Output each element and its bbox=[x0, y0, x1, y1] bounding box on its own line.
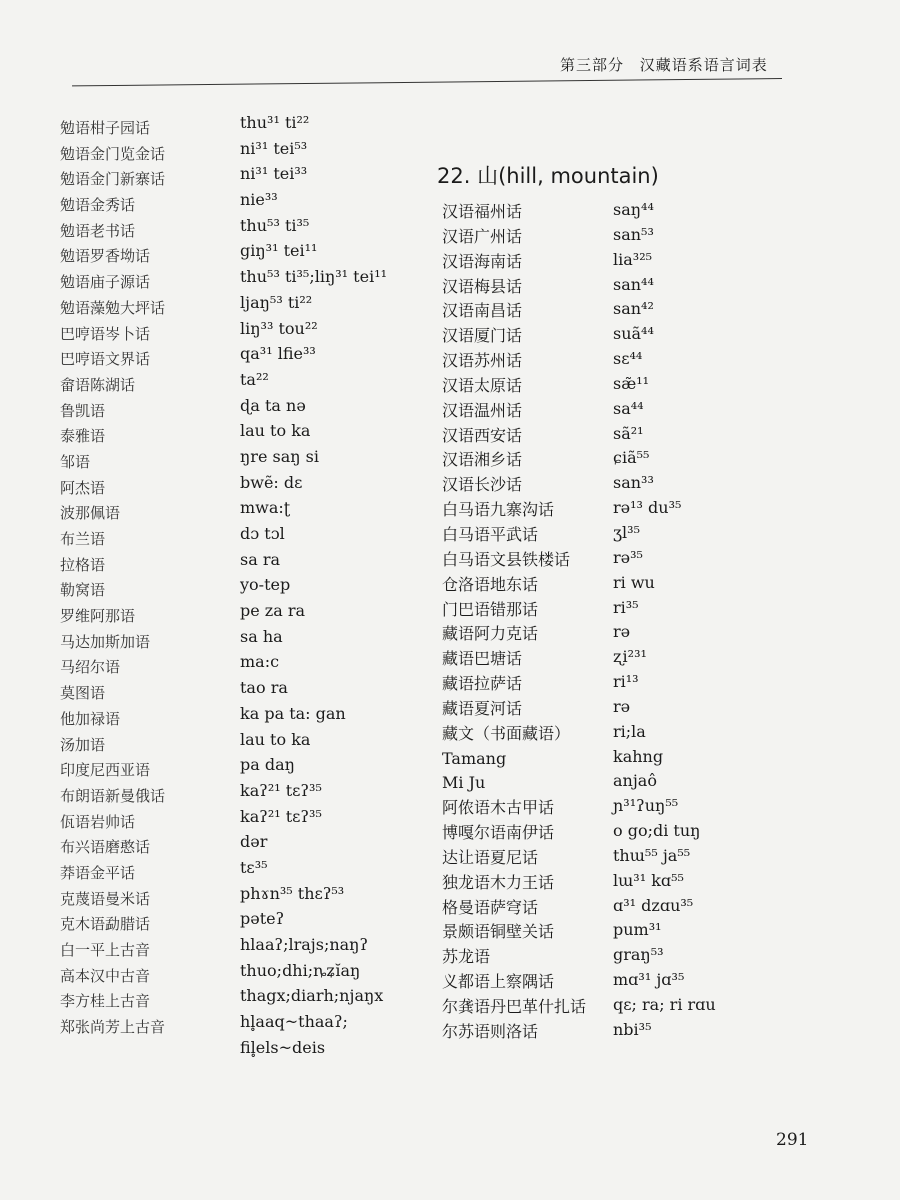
transcription: anjaô bbox=[613, 771, 657, 791]
language-name: 勉语藻勉大坪话 bbox=[60, 298, 166, 317]
language-name: 布兰语 bbox=[60, 530, 106, 548]
header-rule bbox=[72, 78, 782, 86]
transcription: ɖa ta nə bbox=[240, 395, 306, 415]
transcription: giŋ³¹ tei¹¹ bbox=[240, 241, 318, 261]
transcription: lau to ka bbox=[240, 421, 311, 441]
language-name: 藏语夏河话 bbox=[442, 698, 523, 718]
language-name: 汤加语 bbox=[60, 735, 106, 754]
transcription: thu³¹ ti²² bbox=[240, 113, 310, 132]
language-name: 巴哼语文界话 bbox=[60, 350, 151, 369]
transcription: qa³¹ lfie³³ bbox=[240, 344, 316, 364]
language-name: 独龙语木力王话 bbox=[442, 872, 555, 892]
transcription: rə³⁵ bbox=[613, 547, 643, 567]
transcription: ɲ³¹ʔuŋ⁵⁵ bbox=[613, 796, 679, 816]
language-name: 汉语长沙话 bbox=[442, 475, 523, 495]
section-heading bbox=[437, 160, 659, 190]
transcription: ta²² bbox=[240, 369, 269, 389]
transcription: lia³²⁵ bbox=[613, 249, 653, 269]
section-title: 山(hill, mountain) bbox=[477, 164, 659, 188]
language-name: 苏龙语 bbox=[442, 947, 491, 967]
language-name: 门巴语错那话 bbox=[442, 599, 539, 619]
language-name: 博嘎尔语南伊话 bbox=[442, 823, 555, 843]
language-name: 阿侬语木古甲话 bbox=[442, 798, 555, 818]
language-name: 义都语上察隅话 bbox=[442, 972, 555, 992]
language-name: 克木语勐腊话 bbox=[60, 915, 151, 934]
language-name: 汉语西安话 bbox=[442, 425, 523, 445]
right-language-names bbox=[442, 200, 617, 1045]
language-name: 白马语平武话 bbox=[442, 524, 539, 544]
language-name: 白马语九寨沟话 bbox=[442, 500, 555, 520]
language-name: 勉语金秀话 bbox=[60, 196, 136, 215]
language-name: 莽语金平话 bbox=[60, 863, 136, 882]
transcription: saŋ⁴⁴ bbox=[613, 200, 654, 219]
transcription: lau to ka bbox=[240, 729, 311, 749]
language-name: 仓洛语地东话 bbox=[442, 574, 539, 594]
transcription: ri;la bbox=[613, 721, 646, 741]
language-name: 拉格语 bbox=[60, 555, 106, 574]
language-name: 邹语 bbox=[60, 452, 91, 471]
transcription: nie³³ bbox=[240, 190, 278, 210]
language-name: 勉语老书话 bbox=[60, 221, 136, 240]
language-name: 白一平上古音 bbox=[60, 941, 151, 959]
transcription: kahng bbox=[613, 746, 664, 766]
language-name: 藏语阿力克话 bbox=[442, 624, 539, 644]
language-name: 尔龚语丹巴革什扎话 bbox=[442, 997, 587, 1016]
language-name: 勉语罗香坳话 bbox=[60, 247, 151, 266]
transcription: phɤn³⁵ thɛʔ⁵³ bbox=[240, 883, 345, 903]
transcription: san⁵³ bbox=[613, 224, 654, 244]
language-name: 他加禄语 bbox=[60, 709, 121, 728]
language-name: 汉语南昌话 bbox=[442, 301, 523, 321]
transcription: rə bbox=[613, 696, 631, 716]
transcription: mɑ³¹ jɑ³⁵ bbox=[613, 970, 685, 990]
language-name: 藏文（书面藏语） bbox=[442, 723, 571, 743]
language-name: 藏语拉萨话 bbox=[442, 674, 523, 694]
language-name: 布兴语磨憨话 bbox=[60, 838, 151, 857]
language-name: 藏语巴塘话 bbox=[442, 649, 523, 669]
language-name: 达让语夏尼话 bbox=[442, 847, 539, 867]
transcription: ni³¹ tei³³ bbox=[240, 164, 308, 184]
language-name: 高本汉中古音 bbox=[60, 966, 151, 985]
transcription: ka pa ta: gan bbox=[240, 703, 346, 723]
transcription: qɛ; ra; ri rɑu bbox=[613, 995, 716, 1014]
transcription: sa ra bbox=[240, 549, 281, 569]
language-name: 勉语金门览金话 bbox=[60, 144, 166, 163]
transcription: dɔ tɔl bbox=[240, 524, 285, 543]
transcription: thu⁵³ ti³⁵;liŋ³¹ tei¹¹ bbox=[240, 267, 388, 287]
transcription: suã⁴⁴ bbox=[613, 324, 654, 344]
transcription: fil̥els~deis bbox=[240, 1037, 326, 1057]
transcription: dər bbox=[240, 832, 268, 852]
language-name: Tamang bbox=[442, 748, 507, 768]
transcription: liŋ³³ tou²² bbox=[240, 318, 318, 338]
language-name: 汉语太原话 bbox=[442, 375, 523, 395]
header-title: 汉藏语系语言词表 bbox=[639, 56, 768, 74]
transcription: ni³¹ tei⁵³ bbox=[240, 138, 308, 158]
transcription: lɯ³¹ kɑ⁵⁵ bbox=[613, 870, 684, 890]
right-transcriptions bbox=[613, 198, 813, 1043]
transcription: ljaŋ⁵³ ti²² bbox=[240, 292, 313, 312]
language-name: 汉语海南话 bbox=[442, 251, 523, 271]
transcription: san⁴² bbox=[613, 299, 654, 319]
transcription: mwa:ʈ bbox=[240, 498, 291, 518]
transcription: san⁴⁴ bbox=[613, 274, 654, 294]
transcription: rə bbox=[613, 622, 631, 642]
language-name: 勒窝语 bbox=[60, 581, 106, 600]
transcription: ma:c bbox=[240, 652, 280, 672]
transcription: tao ra bbox=[240, 678, 288, 698]
transcription: o go;di tuŋ bbox=[613, 821, 701, 841]
language-name: 罗维阿那语 bbox=[60, 607, 136, 626]
language-name: 李方桂上古音 bbox=[60, 992, 151, 1011]
transcription: san³³ bbox=[613, 473, 654, 493]
transcription: ri³⁵ bbox=[613, 597, 639, 617]
transcription: rə¹³ du³⁵ bbox=[613, 498, 682, 518]
transcription: ʒl³⁵ bbox=[613, 522, 640, 542]
transcription: sã²¹ bbox=[613, 423, 644, 443]
language-name: 汉语苏州话 bbox=[442, 351, 523, 371]
page-header bbox=[560, 54, 778, 75]
language-name: 汉语温州话 bbox=[442, 400, 523, 420]
transcription: thuo;dhi;ȵʑĭaŋ bbox=[240, 960, 361, 980]
page-number: 291 bbox=[776, 1130, 809, 1150]
language-name: 汉语梅县话 bbox=[442, 276, 523, 296]
language-name: 郑张尚芳上古音 bbox=[60, 1018, 166, 1037]
language-name: 马达加斯加语 bbox=[60, 632, 151, 651]
transcription: sɛ⁴⁴ bbox=[613, 349, 643, 369]
transcription: pe za ra bbox=[240, 601, 306, 621]
language-name: 泰雅语 bbox=[60, 427, 106, 446]
transcription: graŋ⁵³ bbox=[613, 945, 664, 965]
transcription: pəteʔ bbox=[240, 909, 285, 929]
transcription: nbi³⁵ bbox=[613, 1019, 652, 1039]
language-name: 景颇语铜壁关话 bbox=[442, 922, 555, 942]
language-name: 汉语广州话 bbox=[442, 226, 523, 246]
language-name: 马绍尔语 bbox=[60, 658, 121, 677]
transcription: thɯ⁵⁵ ja⁵⁵ bbox=[613, 845, 691, 865]
transcription: kaʔ²¹ tɛʔ³⁵ bbox=[240, 780, 322, 800]
language-name: 勉语金门新寨话 bbox=[60, 170, 166, 189]
transcription: ʐi²³¹ bbox=[613, 647, 647, 667]
language-name: 畲语陈湖话 bbox=[60, 375, 136, 394]
language-name: 鲁凯语 bbox=[60, 401, 106, 420]
language-name: 波那佩语 bbox=[60, 504, 121, 523]
transcription: hlaaʔ;lrajs;naŋʔ bbox=[240, 935, 369, 954]
language-name: 汉语福州话 bbox=[442, 202, 523, 221]
language-name: 勉语柑子园话 bbox=[60, 119, 151, 137]
left-transcriptions bbox=[240, 110, 440, 1060]
transcription: ɑ³¹ dzɑu³⁵ bbox=[613, 895, 694, 915]
language-name: 格曼语萨穹话 bbox=[442, 897, 539, 917]
header-part: 第三部分 bbox=[560, 56, 625, 74]
language-name: 勉语庙子源话 bbox=[60, 273, 151, 292]
transcription: thu⁵³ ti³⁵ bbox=[240, 215, 310, 235]
transcription: kaʔ²¹ tɛʔ³⁵ bbox=[240, 806, 322, 826]
transcription: bwẽ: dɛ bbox=[240, 472, 303, 492]
transcription: pum³¹ bbox=[613, 920, 662, 940]
transcription: sa ha bbox=[240, 626, 283, 646]
transcription: tɛ³⁵ bbox=[240, 857, 268, 877]
language-name: 佤语岩帅话 bbox=[60, 812, 136, 831]
transcription: yo-tep bbox=[240, 575, 291, 595]
language-name: 汉语湘乡话 bbox=[442, 450, 523, 470]
language-name: 印度尼西亚语 bbox=[60, 761, 151, 780]
transcription: hl̥aaq~thaaʔ; bbox=[240, 1012, 348, 1032]
language-name: 巴哼语岑卜话 bbox=[60, 324, 151, 343]
language-name: 阿杰语 bbox=[60, 478, 106, 497]
transcription: ŋre saŋ si bbox=[240, 446, 319, 466]
transcription: pa daŋ bbox=[240, 755, 295, 775]
language-name: 白马语文县铁楼话 bbox=[442, 549, 571, 569]
language-name: 汉语厦门话 bbox=[442, 326, 523, 346]
transcription: sa⁴⁴ bbox=[613, 398, 644, 418]
language-name: 尔苏语则洛话 bbox=[442, 1021, 539, 1041]
language-name: 莫图语 bbox=[60, 684, 106, 703]
section-number: 22. bbox=[437, 164, 471, 188]
transcription: ri wu bbox=[613, 572, 655, 592]
transcription: sæ̃¹¹ bbox=[613, 373, 650, 393]
language-name: 布朗语新曼俄话 bbox=[60, 786, 166, 805]
language-name: Mi Ju bbox=[442, 773, 486, 793]
left-language-names bbox=[60, 116, 230, 1041]
transcription: ɕiã⁵⁵ bbox=[613, 448, 650, 468]
language-name: 克蔑语曼米话 bbox=[60, 889, 151, 908]
transcription: ri¹³ bbox=[613, 672, 639, 692]
transcription: thagx;diarh;njaŋx bbox=[240, 986, 384, 1006]
